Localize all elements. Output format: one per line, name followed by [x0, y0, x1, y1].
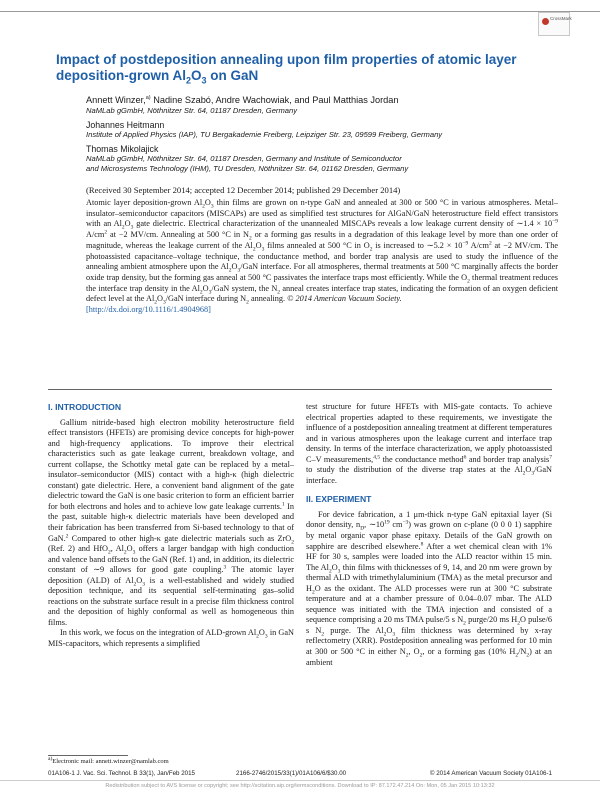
left-column [48, 402, 294, 650]
footer-center: 2166-2746/2015/33(1)/01A106/6/$30.00 [236, 770, 347, 777]
affiliation-1: NaMLab gGmbH, Nöthnitzer Str. 64, 01187 Dresden, Germany [86, 106, 298, 115]
experiment-paragraph-1: For device fabrication, a 1 μm-thick n-type GaN epitaxial layer (Si donor density, $n_D$, $\sim 10^{19}$ $cm^{-3}$) was grown on c-plane (0 0 0 1) sapphire by metal organic vapor phase epitaxy. Details of the GaN growth on sapphire are described elsewhere.$^8$ After a wet chemical clean with 1% HF for 30 s, samples were loaded into the ALD reactor within 15 min. The $Al_2O_3$ thin films with thicknesses of 9, 14, and 20 nm were grown by thermal ALD with trimethylaluminium (TMA) as the metal precursor and $H_2O$ as the oxidant. The ALD processes were run at 300 °C substrate temperature and at a chamber pressure of 0.04–0.07 mbar. The ALD sequence was initiated with the TMA injection and consisted of a sequence comprising a 20 ms TMA pulse/5 s $N_2$ purge/20 ms $H_2O$ pulse/6 s $N_2$ purge. The $Al_2O_3$ film thickness was determined by x-ray reflectometry (XRR). Postdeposition annealing was performed for 10 min at 300 or 500 °C in either $N_2$, $O_2$, or a forming gas (10% $H_2/N_2$) at an ambient [306, 509, 552, 667]
affiliation-2: Institute of Applied Physics (IAP), TU Bergakademie Freiberg, Leipziger Str. 23, 09599 Freiberg, Germany [86, 130, 443, 139]
redistribution-rule [0, 780, 600, 781]
top-rule [0, 11, 600, 12]
footnote-rule [48, 755, 128, 756]
footer-left: 01A106-1 J. Vac. Sci. Technol. B 33(1), Jan/Feb 2015 [48, 770, 195, 777]
section-divider [48, 389, 552, 390]
right-column [306, 402, 552, 668]
authors-group1: Annett Winzer,$^{a)}$ Nadine Szabó, Andre Wachowiak, and Paul Matthias Jordan [86, 94, 399, 105]
doi-link[interactable]: [http://dx.doi.org/10.1116/1.4904968] [86, 305, 211, 315]
crossmark-badge[interactable] [538, 12, 570, 36]
intro-paragraph-1: Gallium nitride-based high electron mobility heterostructure field effect transistors (HFETs) are promising device concepts for high-power and high-frequency applications. To improve their electrical characteristics such as gate leakage current, breakdown voltage, and current collapse, the Schottky metal gate can be replaced by a metal–insulator–semiconductor (MIS) contact with a high-κ (high dielectric constant) gate dielectric. Here, a convenient band alignment of the gate dielectric toward the GaN is one basic criterion to form an efficient barrier for both electrons and holes and to achieve low gate leakage currents.$^1$ In the past, suitable high-κ dielectric materials have been developed and their fabrication has been transferred from Si-based technology to that of GaN.$^2$ Compared to other high-κ gate dielectric materials such as ZrO$_2$ (Ref. 2) and HfO$_2$, $Al_2O_3$ offers a larger bandgap with high conduction and valence band offsets to the GaN (Ref. 1) and, in addition, its dielectric constant of ∼9 allows for good gate coupling.$^3$ The atomic layer deposition (ALD) of $Al_2O_3$ is a well-established and widely studied deposition technique, and its sequential self-terminating gas–solid reactions on the substrate surface result in a precise film thickness control and the deposition of highly conformal as well as homogeneous thin films. [48, 417, 295, 627]
intro-heading: I. INTRODUCTION [48, 402, 122, 412]
redistribution-notice: Redistribution subject to AVS license or copyright; see http://scitation.aip.org/termsconditions. Download to IP: 87.172.47.214 On: Mon, 05 Jan 2015 10:13:32 [105, 783, 495, 789]
author-list [86, 95, 556, 173]
intro-paragraph-2: In this work, we focus on the integration of ALD-grown $Al_2O_3$ in GaN MIS-capacitors, which represents a simplified [48, 628, 294, 649]
article-title: Impact of postdeposition annealing upon film properties of atomic layer deposition-grown $Al_2O_3$ on GaN [56, 52, 517, 86]
authors-group2: Johannes Heitmann [86, 119, 165, 130]
abstract: Atomic layer deposition-grown $Al_2O_3$ thin films are grown on n-type GaN and annealed at 300 or 500 °C in various atmospheres. Metal–insulator–semiconductor capacitors (MISCAPs) are used as simplified test structures for AlGaN/GaN heterostructure field effect transistors with an $Al_2O_3$ gate dielectric. Electrical characterization of the unannealed MISCAPs reveals a low leakage current density of ∼1.4 × $10^{-9}$ $A/cm^2$ at −2 MV/cm. Annealing at 500 °C in $N_2$ or a forming gas results in a degradation of this leakage level by more than one order of magnitude, whereas the leakage current of the $Al_2O_3$ films annealed at 500 °C in $O_2$ is increased to ∼5.2 × $10^{-9}$ $A/cm^2$ at −2 MV/cm. The photoassisted capacitance–voltage technique, the conductance method, and border trap analysis are used to study the influence of the annealing ambient atmosphere upon the $Al_2O_3$/GaN interface. For all atmospheres, thermal treatments at 500 °C marginally affects the border oxide trap density, but the forming gas anneal at 500 °C passivates the interface traps most efficiently. While the $O_2$ thermal treatment reduces the interface trap density in the $Al_2O_3$/GaN system, the $N_2$ anneal creates interface trap states, indicating the formation of an oxygen deficient defect level at the $Al_2O_3$/GaN interface during $N_2$ annealing. © 2014 American Vacuum Society. [http://dx.doi.org/10.1116/1.4904968] [86, 198, 559, 315]
page-footer [48, 770, 552, 779]
footer-right: © 2014 American Vacuum Society 01A106-1 [429, 770, 552, 777]
received-dates: (Received 30 September 2014; accepted 12 December 2014; published 29 December 2014) [86, 185, 401, 195]
affiliation-3a: NaMLab gGmbH, Nöthnitzer Str. 64, 01187 Dresden, Germany and Institute of Semiconductor [86, 154, 402, 163]
experiment-heading: II. EXPERIMENT [306, 494, 372, 505]
intro-paragraph-2-cont: test structure for future HFETs with MIS-gate contacts. To achieve electrical properties adapted to these requirements, we investigate the influence of a postdeposition annealing treatment at different temperatures and in various atmospheres upon the leakage current and interface trap density. In terms of the interface characterization, we apply photoassisted C–V measurements,$^{4,5}$ the conductance method$^6$ and border trap analysis$^7$ to study the distribution of the diverse trap states at the $Al_2O_3$/GaN interface. [306, 402, 552, 485]
affiliation-3b: and Microsystems Technology (IHM), TU Dresden, Nöthnitzer Str. 64, 01162 Dresden, Germany [86, 163, 409, 173]
crossmark-label: CrossMark [550, 16, 572, 21]
crossmark-icon [542, 18, 549, 25]
footnote: $^{a)}$Electronic mail: annett.winzer@namlab.com [48, 755, 169, 765]
authors-group3: Thomas Mikolajick [86, 143, 159, 154]
